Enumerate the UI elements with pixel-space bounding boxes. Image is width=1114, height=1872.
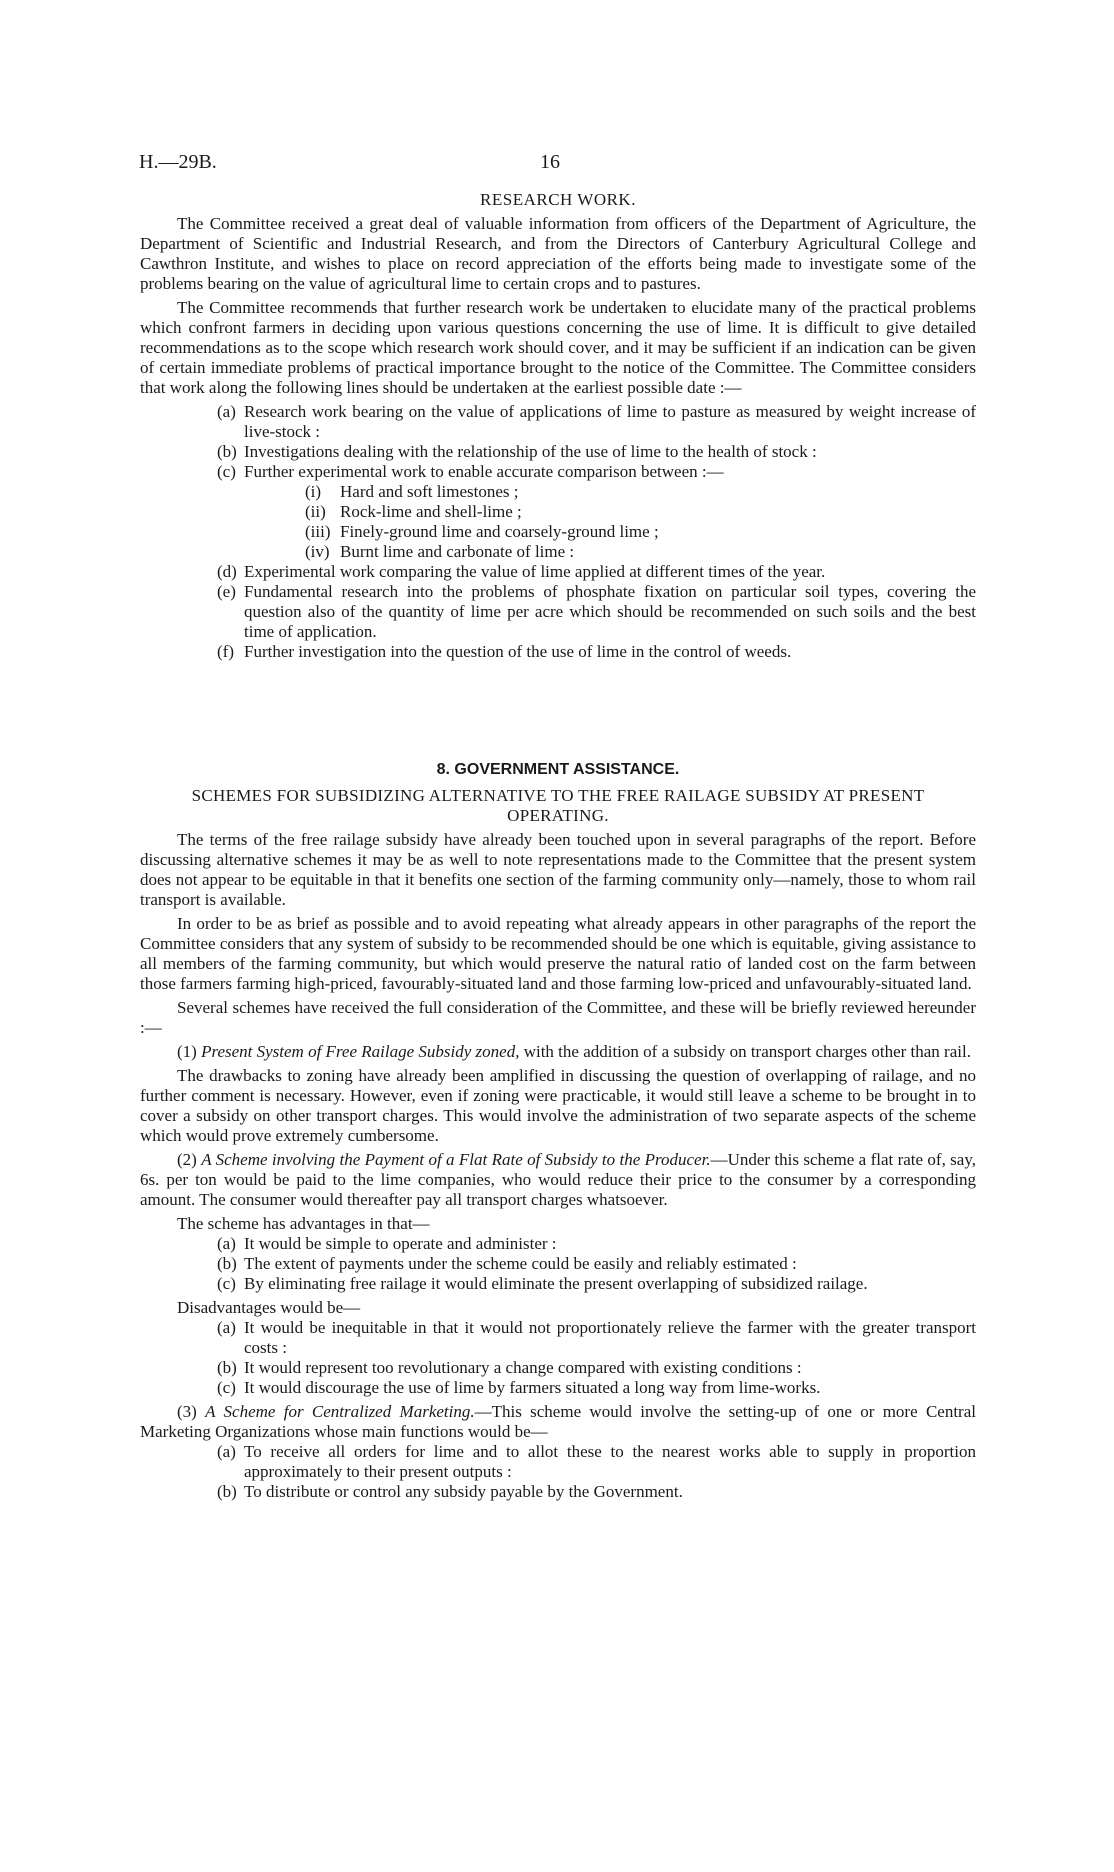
sub-list-marker: (iv) [305,542,330,561]
list-item-text: Further experimental work to enable accurate comparison between :— [244,462,724,481]
list-marker: (b) [217,1358,237,1377]
functions-list [140,1442,976,1502]
assistance-paragraph-2: In order to be as brief as possible and to avoid repeating what already appears in other paragraphs of the report the Committee considers that any system of subsidy to be recommended should be one which is equitable, giving assistance to all members of the farming community, but which would preserve the natural ratio of landed cost on the farm between those farmers farming high-priced, favourably-situated land and those farming low-priced and unfavourably-situated land. [140,914,976,993]
list-item [140,1482,976,1502]
research-paragraph-1: The Committee received a great deal of valuable information from officers of the Department of Agriculture, the Department of Scientific and Industrial Research, and from the Directors of Canterbury Agricultural College and Cawthron Institute, and wishes to place on record appreciation of the efforts being made to investigate some of the problems bearing on the value of agricultural lime to certain crops and to pastures. [140,214,976,293]
list-marker: (c) [217,1378,236,1397]
assistance-heading: 8. GOVERNMENT ASSISTANCE. [436,761,680,778]
list-item [140,582,976,642]
list-item [140,1378,976,1398]
assistance-paragraph-3: Several schemes have received the full consideration of the Committee, and these will be briefly reviewed hereunder :— [140,998,976,1037]
list-marker: (e) [217,582,236,601]
advantages-list [140,1234,976,1294]
document-reference: H.—29B. [139,151,217,173]
list-marker: (b) [217,442,237,461]
list-marker: (a) [217,402,236,421]
scheme-3-paragraph [140,1402,976,1442]
list-marker: (d) [217,562,237,581]
scheme-1-number: (1) [177,1042,197,1061]
scheme-2-number: (2) [177,1150,197,1169]
list-item [140,642,976,662]
list-item [140,1234,976,1254]
scheme-2-title: A Scheme involving the Payment of a Flat Rate of Subsidy to the Producer. [201,1150,711,1169]
sub-list-text: Finely-ground lime and coarsely-ground lime ; [340,522,659,541]
list-marker: (b) [217,1482,237,1501]
list-item-text: It would represent too revolutionary a change compared with existing conditions : [244,1358,802,1377]
sub-list-item [140,542,976,562]
assistance-section [140,760,976,1502]
list-item [140,402,976,442]
sub-list-marker: (ii) [305,502,326,521]
list-item-text: Fundamental research into the problems of phosphate fixation on particular soil types, covering the question also of the quantity of lime per acre which should be recommended on such soils and the best time of application. [244,582,976,641]
scheme-2-text: —Under this scheme a flat rate of, say, 6s. per ton would be paid to the lime companies, who would reduce their price to the consumer by a corresponding amount. The consumer would thereafter pay all transport charges whatsoever. [140,1150,976,1209]
research-list [140,402,976,662]
list-marker: (a) [217,1318,236,1337]
list-item-text: Research work bearing on the value of applications of lime to pasture as measured by weight increase of live-stock : [244,402,976,441]
list-item-text: Experimental work comparing the value of lime applied at different times of the year. [244,562,826,581]
list-item [140,1358,976,1378]
scheme-3-title: A Scheme for Centralized Marketing. [205,1402,475,1421]
scheme-1-paragraph [140,1042,976,1062]
list-item-text: Further investigation into the question of the use of lime in the control of weeds. [244,642,792,661]
list-item [140,1254,976,1274]
sub-list-marker: (i) [305,482,322,501]
scheme-3-text: —This scheme would involve the setting-up of one or more Central Marketing Organizations whose main functions would be— [140,1402,976,1441]
list-item-text: To distribute or control any subsidy payable by the Government. [244,1482,683,1501]
sub-list-text: Hard and soft limestones ; [340,482,519,501]
list-marker: (c) [217,1274,236,1293]
sub-list-text: Burnt lime and carbonate of lime : [340,542,575,561]
list-item [140,1442,976,1482]
list-marker: (b) [217,1254,237,1273]
sub-list-item [140,502,976,522]
disadvantages-list [140,1318,976,1398]
scheme-3-number: (3) [177,1402,197,1421]
list-marker: (a) [217,1442,236,1461]
list-item-text: The extent of payments under the scheme could be easily and reliably estimated : [244,1254,797,1273]
list-item-text: It would be simple to operate and administer : [244,1234,557,1253]
list-marker: (f) [217,642,234,661]
page-number: 16 [540,151,560,173]
list-item [140,462,976,482]
list-marker: (a) [217,1234,236,1253]
disadvantages-intro: Disadvantages would be— [177,1298,361,1317]
list-item [140,442,976,462]
scheme-1-text: with the addition of a subsidy on transport charges other than rail. [523,1042,971,1061]
list-item [140,1318,976,1358]
list-item-text: To receive all orders for lime and to allot these to the nearest works able to supply in proportion approximately to their present outputs : [244,1442,976,1481]
assistance-paragraph-1: The terms of the free railage subsidy have already been touched upon in several paragraphs of the report. Before discussing alternative schemes it may be as well to note representations made to the Committee that the present system does not appear to be equitable in that it benefits one section of the farming community only—namely, those to whom rail transport is available. [140,830,976,909]
list-item [140,562,976,582]
list-marker: (c) [217,462,236,481]
list-item-text: It would discourage the use of lime by farmers situated a long way from lime-works. [244,1378,821,1397]
research-heading: RESEARCH WORK. [480,190,636,209]
research-section [140,190,976,662]
research-paragraph-2: The Committee recommends that further research work be undertaken to elucidate many of the practical problems which confront farmers in deciding upon various questions concerning the use of lime. It is difficult to give detailed recommendations as to the scope which research work should cover, and it may be sufficient if an indication can be given of certain immediate problems of practical importance brought to the notice of the Committee. The Committee considers that work along the following lines should be undertaken at the earliest possible date :— [140,298,976,397]
assistance-paragraph-4: The drawbacks to zoning have already been amplified in discussing the question of overlapping of railage, and no further comment is necessary. However, even if zoning were practicable, it would still leave a scheme to be brought in to cover a subsidy on other transport charges. This would involve the administration of two separate aspects of the scheme which would prove extremely cumbersome. [140,1066,976,1145]
list-item-text: It would be inequitable in that it would not proportionately relieve the farmer with the greater transport costs : [244,1318,976,1357]
sub-list-marker: (iii) [305,522,331,541]
scheme-1-title: Present System of Free Railage Subsidy zoned, [201,1042,520,1061]
list-item-text: By eliminating free railage it would eliminate the present overlapping of subsidized railage. [244,1274,868,1293]
advantages-intro: The scheme has advantages in that— [177,1214,430,1233]
sub-list-item [140,522,976,542]
list-item-text: Investigations dealing with the relationship of the use of lime to the health of stock : [244,442,817,461]
scheme-2-paragraph [140,1150,976,1210]
sub-list-text: Rock-lime and shell-lime ; [340,502,522,521]
sub-list-item [140,482,976,502]
assistance-subheading: SCHEMES FOR SUBSIDIZING ALTERNATIVE TO THE FREE RAILAGE SUBSIDY AT PRESENT OPERATING. [191,786,925,825]
list-item [140,1274,976,1294]
